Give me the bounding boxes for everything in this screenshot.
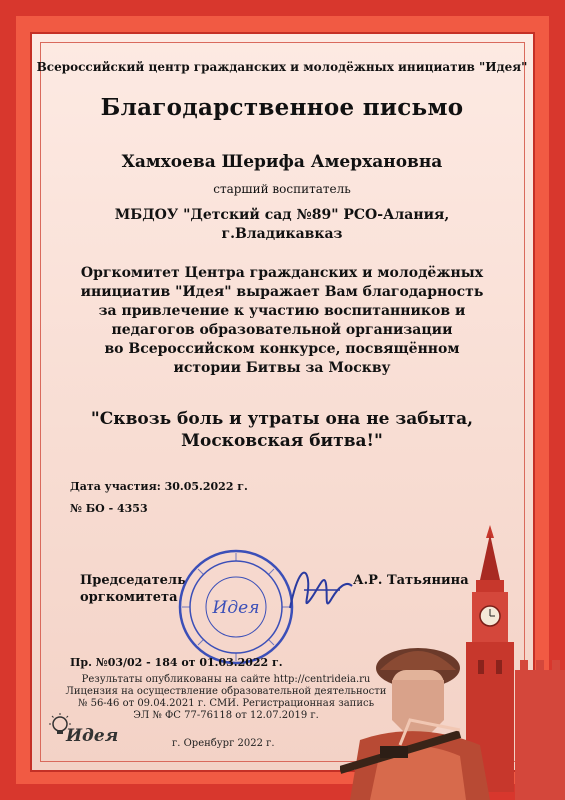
stamp-text: Идея bbox=[212, 598, 260, 618]
org-line: МБДОУ "Детский сад №89" РСО-Алания, bbox=[114, 207, 450, 223]
kremlin-soldier-illustration bbox=[340, 520, 565, 800]
official-stamp bbox=[176, 547, 296, 667]
signer-name: А.Р. Татьянина bbox=[353, 573, 469, 588]
handwritten-signature bbox=[280, 560, 360, 620]
order-number: Пр. №03/02 - 184 от 01.03.2022 г. bbox=[70, 656, 283, 669]
participation-date: Дата участия: 30.05.2022 г. bbox=[70, 480, 248, 493]
body-line: во Всероссийском конкурсе, посвящённом bbox=[104, 341, 460, 357]
body-line: истории Битвы за Москву bbox=[173, 360, 391, 376]
body-line: педагогов образовательной организации bbox=[111, 322, 453, 338]
recipient-name: Хамхоева Шерифа Амерхановна bbox=[121, 152, 443, 172]
contest-line: "Сквозь боль и утраты она не забыта, bbox=[90, 409, 474, 429]
city-year: г. Оренбург 2022 г. bbox=[172, 738, 275, 749]
document-title: Благодарственное письмо bbox=[100, 94, 464, 121]
chairman-label bbox=[80, 572, 186, 606]
gratitude-text bbox=[36, 264, 528, 378]
recipient-organization bbox=[36, 206, 528, 244]
chair-line: Председатель bbox=[80, 573, 186, 588]
issuer-header: Всероссийский центр гражданских и молодёжных инициатив "Идея" bbox=[36, 60, 528, 74]
logo-text: Идея bbox=[66, 726, 119, 746]
body-line: инициатив "Идея" выражает Вам благодарность bbox=[80, 284, 484, 300]
publication-line: № 56-46 от 09.04.2021 г. СМИ. Регистрационная запись bbox=[77, 698, 375, 709]
chair-line: оргкомитета bbox=[80, 590, 178, 605]
publication-line: Лицензия на осуществление образовательной деятельности bbox=[65, 686, 387, 697]
body-line: за привлечение к участию воспитанников и bbox=[98, 303, 466, 319]
contest-line: Московская битва!" bbox=[181, 431, 383, 451]
org-line: г.Владикавказ bbox=[221, 226, 343, 242]
publication-line: Результаты опубликованы на сайте http://centrideia.ru bbox=[81, 674, 371, 685]
contest-title bbox=[36, 408, 528, 452]
certificate-number: № БО - 4353 bbox=[70, 502, 148, 515]
publication-line: ЭЛ № ФС 77-76118 от 12.07.2019 г. bbox=[133, 710, 319, 721]
recipient-position: старший воспитатель bbox=[213, 182, 351, 196]
body-line: Оргкомитет Центра гражданских и молодёжных bbox=[80, 265, 484, 281]
